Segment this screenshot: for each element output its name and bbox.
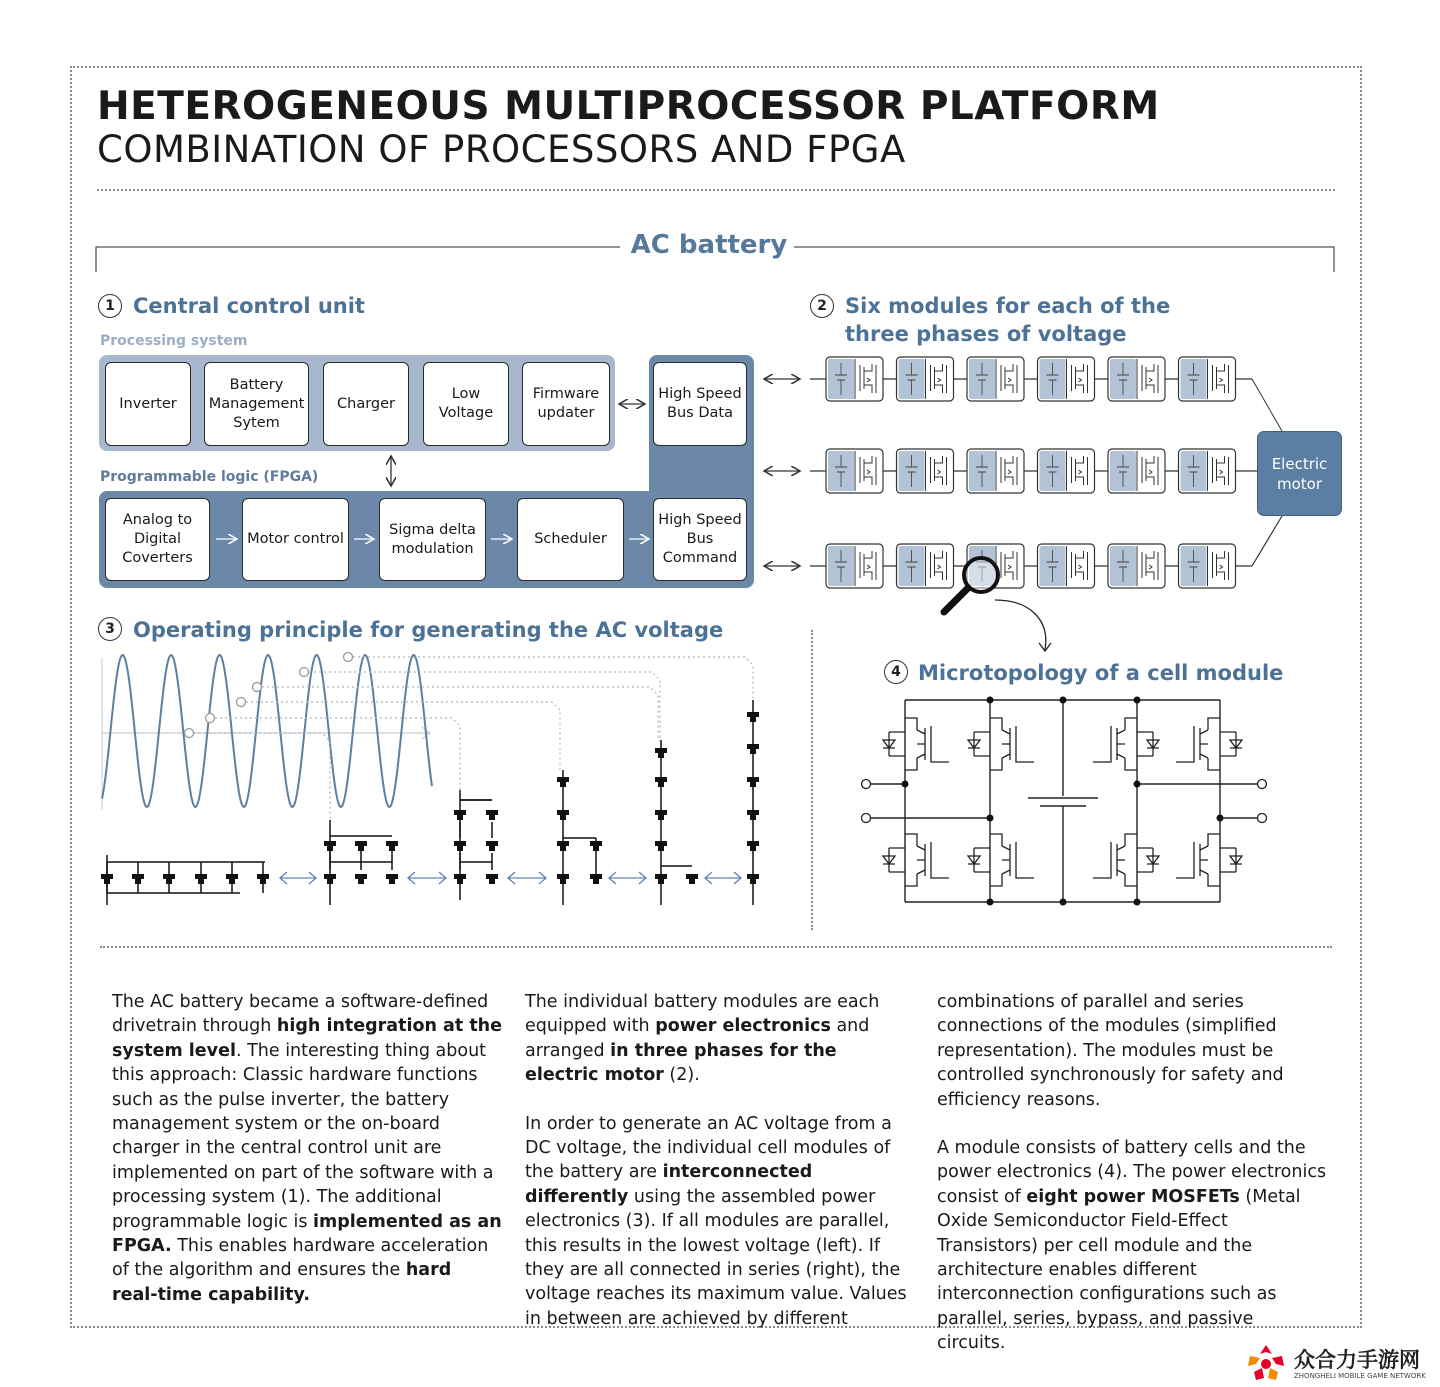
terminal: [862, 780, 871, 789]
paragraph: [112, 990, 502, 1307]
scheduler-box: Scheduler: [517, 498, 624, 581]
mosfet-leads: [905, 718, 917, 770]
mosfet-channel: [1002, 846, 1010, 874]
high-speed-bus-data-box: High Speed Bus Data: [653, 362, 747, 446]
terminal: [1258, 814, 1267, 823]
junction-dot: [1060, 899, 1067, 906]
ac-battery-label: AC battery: [624, 230, 794, 260]
bold-text: in three phases for the electric motor: [525, 1040, 837, 1086]
text: (Metal Oxide Semiconductor Field-Effect Transistors) per cell module and the architecture enables different interconnection configurations such as parallel, series, bypass, and passive circuits.: [937, 1186, 1301, 1354]
electric-motor-box: Electric motor: [1257, 431, 1342, 516]
mosfet-leads: [1208, 834, 1220, 886]
mosfet-gate: [1010, 726, 1034, 762]
firmware-updater-box: Firmware updater: [522, 362, 610, 446]
body-diode: [1220, 848, 1242, 872]
mosfet: [1176, 834, 1242, 886]
body-diode: [883, 848, 905, 872]
section3-title: Operating principle for generating the AC voltage: [133, 618, 724, 642]
mosfet-channel: [917, 730, 925, 758]
text: using the assembled power electronics (3). If all modules are parallel, this results in the lowest voltage (left). If they are all connected in series (right), the voltage reaches its maximum value. Values in between are achieved by different: [525, 1186, 907, 1329]
battery-management-box: Battery Management Sytem: [204, 362, 309, 446]
section1-title: Central control unit: [133, 294, 365, 318]
mosfet-channel: [1002, 730, 1010, 758]
body-diode: [883, 732, 905, 756]
watermark-logo: [1244, 1342, 1434, 1384]
junction-dot: [987, 697, 994, 704]
section2-number: 2: [810, 294, 834, 318]
text: . The interesting thing about this approach: Classic hardware functions such as the pulse inverter, the battery management system or the on-board charger in the central control unit are implemented on part of the software with a processing system (1). The additional programmable logic is: [112, 1040, 494, 1232]
bold-text: implemented as an FPGA.: [112, 1211, 502, 1257]
body-diode: [1137, 732, 1159, 756]
text: The individual battery modules are each equipped with: [525, 992, 880, 1037]
junction-dot: [1134, 781, 1141, 788]
terminal: [1258, 780, 1267, 789]
text-divider: [100, 946, 1332, 948]
mosfet-channel: [1200, 730, 1208, 758]
text: and arranged: [525, 1016, 870, 1061]
junction-dot: [1134, 899, 1141, 906]
bold-text: hard real-time capability.: [112, 1260, 452, 1305]
inverter-box: Inverter: [105, 362, 191, 446]
charger-box: Charger: [323, 362, 409, 446]
paragraph: [937, 990, 1327, 1112]
mosfet: [883, 718, 949, 770]
mosfet: [968, 834, 1034, 886]
mosfet-channel: [1117, 730, 1125, 758]
mosfet-leads: [1125, 834, 1137, 886]
junction-dot: [987, 899, 994, 906]
terminal: [862, 814, 871, 823]
mosfet-channel: [1117, 846, 1125, 874]
text: (2).: [663, 1065, 700, 1086]
body-column-2: [525, 990, 915, 1355]
body-diode: [1220, 732, 1242, 756]
high-speed-bus-command-box: High Speed Bus Command: [653, 498, 747, 581]
mosfet-gate: [925, 726, 949, 762]
body-column-3: [937, 990, 1327, 1380]
mosfet: [1093, 718, 1159, 770]
mosfet-leads: [990, 834, 1002, 886]
junction-dot: [902, 781, 909, 788]
section2-title: Six modules for each of the three phases of voltage: [845, 294, 1171, 346]
watermark-subtext: ZHONGHELI MOBILE GAME NETWORK: [1294, 1372, 1426, 1380]
mosfet-gate: [1176, 842, 1200, 878]
mosfet-leads: [990, 718, 1002, 770]
page-title: HETEROGENEOUS MULTIPROCESSOR PLATFORM: [97, 84, 1160, 129]
watermark-logo-icon: [1244, 1342, 1288, 1384]
text: combinations of parallel and series connections of the modules (simplified representation). The modules must be controlled synchronously for safety and efficiency reasons.: [937, 992, 1284, 1110]
page-subtitle: COMBINATION OF PROCESSORS AND FPGA: [97, 128, 906, 171]
mosfet: [1176, 718, 1242, 770]
mosfet: [883, 834, 949, 886]
bold-text: eight power MOSFETs: [1026, 1186, 1240, 1207]
bold-text: power electronics: [655, 1016, 831, 1037]
motor-control-box: Motor control: [242, 498, 349, 581]
text: The AC battery became a software-defined drivetrain through: [112, 992, 489, 1037]
watermark-text: 众合力手游网: [1294, 1348, 1420, 1372]
programmable-logic-label: Programmable logic (FPGA): [100, 469, 319, 485]
body-diode: [968, 848, 990, 872]
mosfet-gate: [1093, 842, 1117, 878]
section1-number: 1: [98, 294, 122, 318]
bold-text: high integration at the system level: [112, 1016, 503, 1061]
junction-dot: [987, 815, 994, 822]
adc-box: Analog to Digital Coverters: [105, 498, 210, 581]
junction-dot: [1060, 697, 1067, 704]
paragraph: [937, 1136, 1327, 1356]
section3-number: 3: [98, 617, 122, 641]
mosfet-gate: [1093, 726, 1117, 762]
mosfet-gate: [1010, 842, 1034, 878]
mosfet-leads: [1208, 718, 1220, 770]
body-column-1: [112, 990, 502, 1331]
text: This enables hardware acceleration of the algorithm and ensures the: [112, 1236, 489, 1281]
mosfet-gate: [1176, 726, 1200, 762]
paragraph: [525, 1112, 915, 1332]
mosfet-channel: [1200, 846, 1208, 874]
body-diode: [968, 732, 990, 756]
mosfet-leads: [905, 834, 917, 886]
mosfet: [1093, 834, 1159, 886]
paragraph: [525, 990, 915, 1088]
section4-number: 4: [884, 660, 908, 684]
body-diode: [1137, 848, 1159, 872]
mosfet: [968, 718, 1034, 770]
text: A module consists of battery cells and the power electronics (4). The power electronics consist of: [937, 1138, 1327, 1207]
mosfet-gate: [925, 842, 949, 878]
bold-text: interconnected differently: [525, 1162, 813, 1207]
low-voltage-box: Low Voltage: [423, 362, 509, 446]
mosfet-leads: [1125, 718, 1137, 770]
mosfet-channel: [917, 846, 925, 874]
section4-title: Microtopology of a cell module: [918, 661, 1284, 685]
text: In order to generate an AC voltage from a DC voltage, the individual cell modules of the battery are: [525, 1113, 892, 1183]
junction-dot: [1217, 815, 1224, 822]
processing-system-label: Processing system: [100, 333, 248, 349]
junction-dot: [1134, 697, 1141, 704]
sigma-delta-box: Sigma delta modulation: [379, 498, 486, 581]
